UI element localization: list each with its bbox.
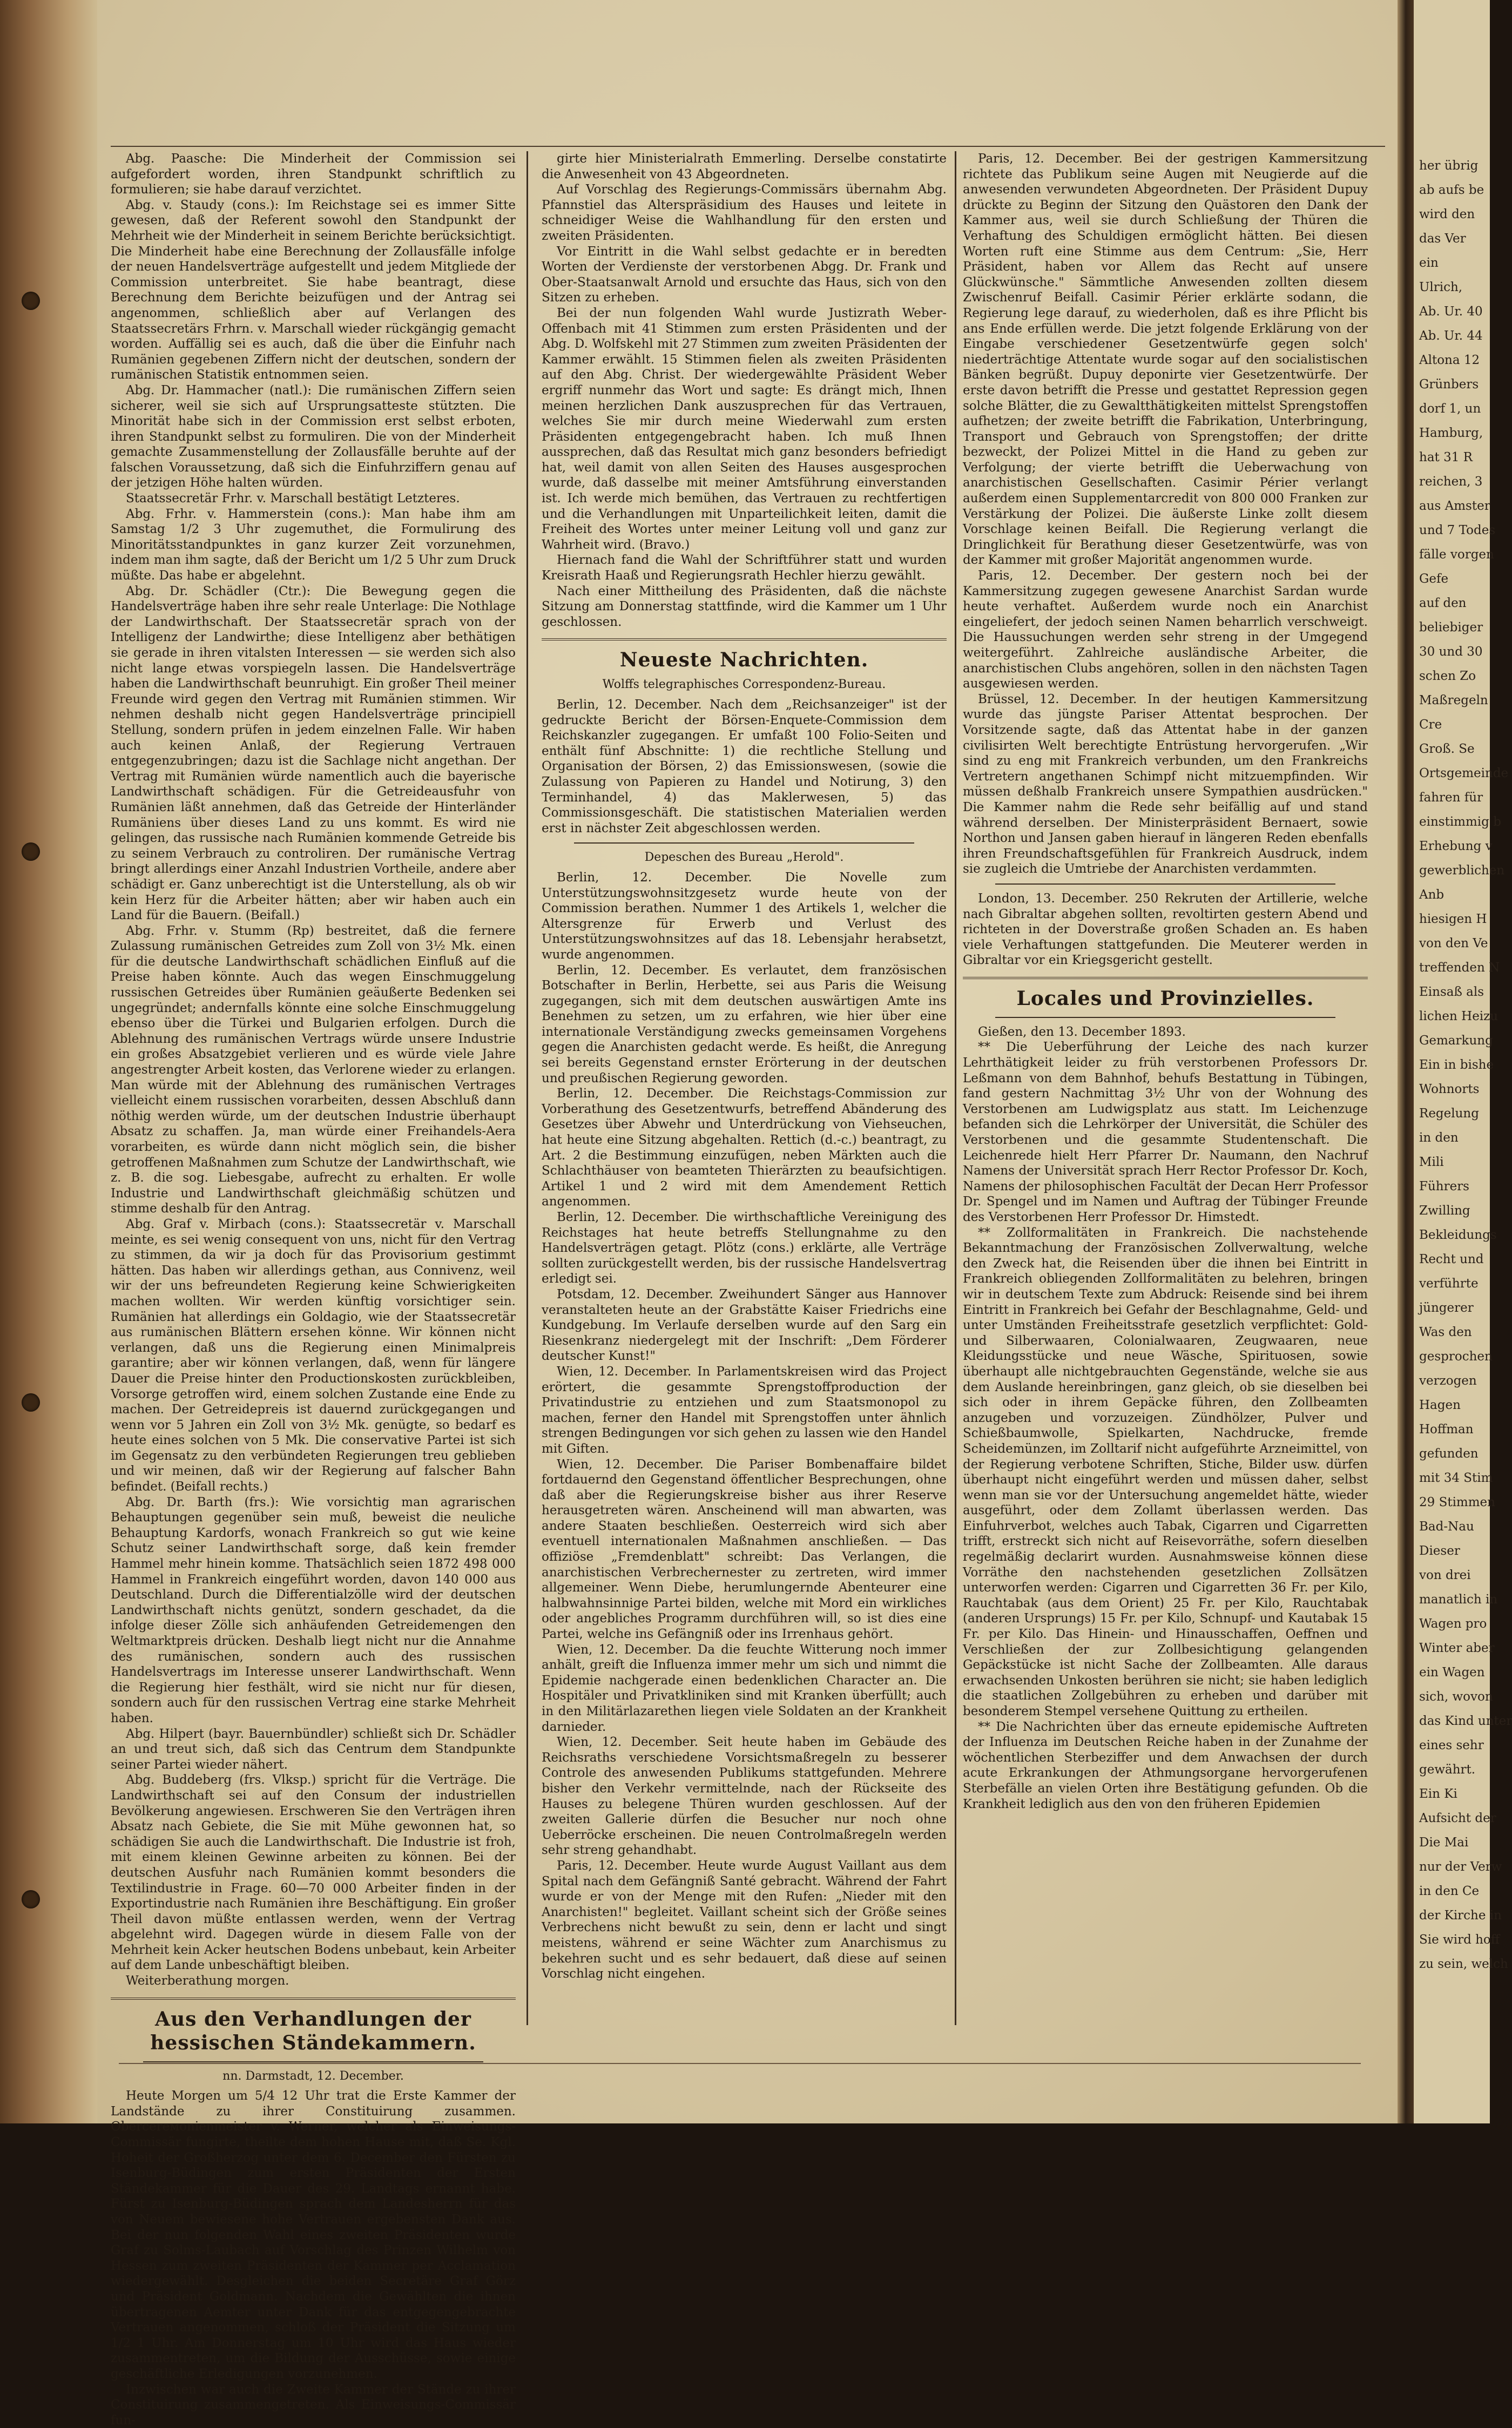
adjacent-page-text: aus Amster <box>1419 499 1490 513</box>
article-paragraph: Staatssecretär Frhr. v. Marschall bestätigt Letzteres. <box>126 491 460 506</box>
adjacent-page-text: hiesigen H <box>1419 912 1487 926</box>
adjacent-page-text: sich, wovon <box>1419 1690 1493 1704</box>
adjacent-page-text: Ortsgemeinde <box>1419 766 1509 780</box>
article-paragraph: Berlin, 12. December. Die Reichstags-Commission zur Vorberathung des Gesetzentwurfs, betreffend Abänderung des Gesetzes über Abwehr und Unterdrückung von Viehseuchen, hat heute eine Sitzung abgehalten. Rettich (d.-c.) beantragt, zu Art. 2 die Bestimmung einzufügen, neben Märkten auch die Schlachthäuser von beamteten Thierärzten zu beaufsichtigen. Artikel 1 und 2 wird mit dem Amendement Rettich angenommen. <box>542 1087 947 1209</box>
adjacent-page-text: Maßregeln <box>1419 693 1488 707</box>
adjacent-page-text: Dieser <box>1419 1544 1460 1558</box>
adjacent-page-text: Ab. Ur. 44 <box>1419 329 1483 343</box>
article-paragraph: Abg. Dr. Hammacher (natl.): Die rumänischen Ziffern seien sicherer, weil sie sich auf Ursprungsatteste stützten. Die Minorität habe sich in der Commission erst selbst erboten, ihren Standpunkt selbst zu formuliren. Die von der Minderheit gemachte Zusammenstellung der Zollausfälle beruhte auf der falschen Voraussetzung, daß sich die Einfuhrziffern genau auf der jetzigen Höhe halten würden. <box>111 383 516 490</box>
adjacent-page-text: gesprochen <box>1419 1350 1493 1364</box>
article-paragraph: Abg. Dr. Schädler (Ctr.): Die Bewegung gegen die Handelsverträge haben ihre sehr reale Unterlage: Die Nothlage der Landwirthschaft. Der Staatssecretär sprach von der Intelligenz der Landwirthe; diese Intelligenz aber bethätigen sie gerade in ihren vitalsten Interessen — sie werden sich also nicht lange etwas vorspiegeln lassen. Die Handelsverträge haben die Landwirthschaft beunruhigt. Ein großer Theil meiner Freunde wird gegen den Vertrag mit Rumänien stimmen. Wir nehmen deshalb nicht gegen Handelsverträge principiell Stellung, sondern prüfen in jedem einzelnen Falle. Wir haben auch keinen Anlaß, der Regierung Vertrauen entgegenzubringen; dazu ist die Sachlage nicht angethan. Der Vertrag mit Rumänien würde namentlich auch die bayerische Landwirthschaft schädigen. Für die Getreideausfuhr von Rumänien läßt annehmen, daß das Getreide der Hinterländer Rumäniens über dieses Land zu uns kommt. Es wird nie gelingen, das russische nach Rumänien kommende Getreide bis zu seinem Verbrauch zu controliren. Der rumänische Vertrag bringt allerdings einer Anzahl Industrien Vortheile, andere aber schädigt er. Ganz unberechtigt ist die Unterstellung, als ob wir kein Herz für die Arbeiter hätten; aber wir haben auch ein Land für die Bauern. (Beifall.) <box>111 584 516 923</box>
adjacent-page-edge <box>1414 0 1512 2123</box>
adjacent-page-text: fälle vorgen <box>1419 548 1494 562</box>
binding-hole <box>22 1890 40 1908</box>
adjacent-page-text: Ulrich, <box>1419 280 1463 294</box>
adjacent-page-text: einstimmig b <box>1419 815 1501 829</box>
adjacent-page-text: Ein in bishe <box>1419 1058 1494 1072</box>
adjacent-page-text: Grünbers <box>1419 377 1479 392</box>
article-paragraph: Abg. Frhr. v. Stumm (Rp) bestreitet, daß die fernere Zulassung rumänischen Getreides zum Zoll von 3½ Mk. einen für die deutsche Landwirthschaft schädlichen Einfluß auf die Preise haben könnte. Auch das wegen Einschmuggelung russischen Getreides über Rumänien geäußerte Bedenken sei ungegründet; andernfalls könnte eine solche Einschmuggelung ebenso über die Türkei und Bulgarien erfolgen. Durch die Ablehnung des rumänischen Vertrags würde unsere Industrie ein großes Absatzgebiet verlieren und es würde viele Jahre angestrengter Arbeit kosten, das Verlorene wieder zu erlangen. Man würde mit der Ablehnung des rumänischen Vertrages vielleicht einem russischen vorarbeiten, dessen Abschluß dann nöthig werden würde, um der deutschen Industrie überhaupt Absatz zu schaffen. Ja, man würde einer Freihandels-Aera vorarbeiten, es würde dann nicht möglich sein, die bisher getroffenen Maßnahmen zum Schutze der Landwirthschaft, wie z. B. die sog. Liebesgabe, aufrecht zu erhalten. Er wolle Industrie und Landwirthschaft gleichmäßig schützen und stimme deshalb für den Antrag. <box>111 923 516 1216</box>
adjacent-page-text: reichen, 3 <box>1419 475 1483 489</box>
article-paragraph: Berlin, 12. December. Es verlautet, dem französischen Botschafter in Berlin, Herbette, sei aus Paris die Weisung zugegangen, sich mit dem deutschen auswärtigen Amte ins Benehmen zu setzen, um zu erfahren, wie hier über eine internationale Verständigung zwecks gemeinsamen Vorgehens gegen die Anarchisten gedacht werde. Es heißt, die Anregung sei bereits Gegenstand ernster Erörterung in der deutschen und preußischen Regierung geworden. <box>542 963 947 1085</box>
adjacent-page-text: Anb <box>1419 888 1444 902</box>
dateline: nn. Darmstadt, 12. December. <box>222 2069 404 2083</box>
top-rule <box>111 146 1385 147</box>
article-paragraph: Abg. Graf v. Mirbach (cons.): Staatssecretär v. Marschall meinte, es sei wenig consequent von uns, nicht für den Vertrag zu stimmen, da wir ja doch für das Provisorium gestimmt hätten. Das haben wir allerdings gethan, aus Connivenz, weil wir der uns befreundeten Regierung keine Schwierigkeiten machen wollten. Wir werden künftig vorsichtiger sein. Rumänien hat allerdings ein Goldagio, wie der Staatssecretär aus rumänischen Blättern ersehen könne. Wir können nicht verlangen, daß uns die Regierung einen Minimalpreis garantire; aber wir können verlangen, daß, wenn für längere Dauer die Preise hinter den Productionskosten zurückbleiben, Vorsorge getroffen wird, einem solchen Zustande eine Ende zu machen. Der Getreidepreis ist dauernd zurückgegangen und wenn vor 5 Jahren ein Zoll von 3½ Mk. genügte, so bedarf es heute eines solchen von 5 Mk. Die conservative Partei ist sich im Gegensatz zu den verbündeten Regierungen treu geblieben und wir meinen, daß wir der Regierung auf falscher Bahn befindet. (Beifall rechts.) <box>111 1217 516 1494</box>
article-paragraph: Hiernach fand die Wahl der Schriftführer statt und wurden Kreisrath Haaß und Regierungsrath Hechler hierzu gewählt. <box>542 553 947 583</box>
adjacent-page-text: zu sein, welch <box>1419 1957 1508 1971</box>
article-paragraph: Abg. Hilpert (bayr. Bauernbündler) schließt sich Dr. Schädler an und treut sich, daß sich das Centrum dem Standpunkte seiner Partei wieder nähert. <box>111 1726 516 1772</box>
article-paragraph: Wien, 12. December. In Parlamentskreisen wird das Project erörtert, die gesammte Sprengstoffproduction der Privatindustrie zu entziehen und zum Staatsmonopol zu machen, ferner den Handel mit Sprengstoffen unter ähnlich strengen Bedingungen vor sich gehen zu lassen wie den Handel mit Giften. <box>542 1364 947 1456</box>
article-paragraph: ** Die Ueberführung der Leiche des nach kurzer Lehrthätigkeit leider zu früh verstorbenen Professors Dr. Leßmann von dem Bahnhof, behufs Bestattung in Tübingen, fand gestern Nachmittag 3½ Uhr von der Wohnung des Verstorbenen am Ludwigsplatz aus statt. Im Leichenzuge befanden sich die Lehrkörper der Universität, die Schüler des Verstorbenen und die gesammte Studentenschaft. Die Leichenrede hielt Herr Pfarrer Dr. Naumann, den Nachruf Namens der Universität sprach Herr Rector Professor Dr. Koch, Namens der philosophischen Facultät der Decan Herr Professor Dr. Spengel und im Namen und Auftrag der Tübinger Freunde des Verstorbenen Herr Professor Dr. Himstedt. <box>963 1040 1368 1224</box>
article-paragraph: Abg. Frhr. v. Hammerstein (cons.): Man habe ihm am Samstag 1/2 3 Uhr zugemuthet, die Formulirung des Minoritätsstandpunktes in ganz kurzer Zeit vorzunehmen, indem man ihm sagte, daß der Bericht um 1/2 5 Uhr zum Druck müßte. Das habe er abgelehnt. <box>111 507 516 583</box>
adjacent-page-text: Hamburg, <box>1419 426 1483 440</box>
adjacent-page-text: gewährt. <box>1419 1763 1476 1777</box>
adjacent-page-text: schen Zo <box>1419 669 1476 683</box>
section-subheading: Wolffs telegraphisches Correspondenz-Bureau. <box>602 678 886 692</box>
adjacent-page-text: fahren für <box>1419 791 1483 805</box>
adjacent-page-text: ein <box>1419 256 1439 270</box>
adjacent-page-text: eines sehr <box>1419 1738 1484 1752</box>
separator-rule <box>574 842 914 844</box>
book-spine <box>0 0 97 2123</box>
article-paragraph: Abg. Dr. Barth (frs.): Wie vorsichtig man agrarischen Behauptungen gegenüber sein muß, beweist die neuliche Behauptung Kardorfs, wonach Frankreich so gut wie keine Schutz seiner Landwirthschaft sorge, daß kein fremder Hammel mehr hinein komme. Thatsächlich seien 1872 498 000 Hammel in Frankreich eingeführt worden, davon 140 000 aus Deutschland. Durch die Differentialzölle wird der deutschen Landwirthschaft nichts genützt, sondern geschadet, da die infolge dieser Zölle sich anhäufenden Getreidemengen den Weltmarktpreis drücken. Deshalb liegt nicht nur die Annahme des rumänischen, sondern auch des russischen Handelsvertrags im Interesse unserer Landwirthschaft. Wenn die Regierung hier festhält, wird sie nicht nur für diesen, sondern auch für den russischen Vertrag eine starke Mehrheit haben. <box>111 1495 516 1725</box>
article-paragraph: ** Zollformalitäten in Frankreich. Die nachstehende Bekanntmachung der Französischen Zollverwaltung, welche den Zweck hat, die Reisenden über die ihnen bei Eintritt in Frankreich obliegenden Zollformalitäten zu belehren, bringen wir in deutschem Texte zum Abdruck: Reisende sind bei ihrem Eintritt in Frankreich bei Gefahr der Beschlagnahme, Geld- und unter Umständen Freiheitsstrafe gesetzlich verpflichtet: Gold- und Silberwaaren, Colonialwaaren, Zeugwaaren, neue Kleidungsstücke und neue Wäsche, Spirituosen, sowie überhaupt alle nichtgebrauchten Gegenstände, welche sie aus dem Auslande hereinbringen, ganz gleich, ob sie dieselben bei sich oder in ihrem Gepäcke führen, den Zollbeamten anzugeben und vorzuzeigen. Zündhölzer, Pulver und Schießbaumwolle, Spielkarten, Nachdrucke, fremde Scheidemünzen, im Zolltarif nicht aufgeführte Arzneimittel, von der Regierung verbotene Schriften, Stiche, Bilder usw. dürfen überhaupt nicht eingeführt werden und müssen daher, selbst wenn man sie vor der Untersuchung angemeldet hätte, wieder ausgeführt, oder dem Zollamt überlassen werden. Das Einfuhrverbot, welches auch Tabak, Cigarren und Cigarretten trifft, erstreckt sich nicht auf Reisevorräthe, sofern dieselben regelmäßig declarirt wurden. Ausnahmsweise können diese Vorräthe den nachstehenden gesetzlichen Zollsätzen unterworfen werden: Cigarren und Cigarretten 36 Fr. per Kilo, Rauchtabak (aus dem Orient) 25 Fr. per Kilo, Rauchtabak (anderen Ursprungs) 15 Fr. per Kilo, Schnupf- und Kautabak 15 Fr. per Kilo. Das Hinein- und Hinausschaffen, Oeffnen und Verschließen der zur Zollbesichtigung gelangenden Gepäckstücke ist nicht Sache der Zollbeamten. Alle daraus erwachsenden Unkosten berühren sie nicht; sie haben lediglich die staatlichen Zollgebühren zu erheben und darüber mit besonderem Stempel versehene Quittung zu ertheilen. <box>963 1225 1368 1718</box>
column-1 <box>111 151 516 2427</box>
adjacent-page-text: Mili <box>1419 1155 1444 1169</box>
article-paragraph: Wien, 12. December. Die Pariser Bombenaffaire bildet fortdauernd den Gegenstand öffentlicher Besprechungen, ohne daß aber die Regierungskreise bisher aus ihrer Reserve herausgetreten wären. Anscheinend will man abwarten, was andere Staaten beschließen. Oesterreich wird sich aber eventuell internationalen Maßnahmen anschließen. — Das offiziöse „Fremdenblatt" schreibt: Das Verlangen, die anarchistischen Verbrechernester zu zertreten, wird immer allgemeiner. Wenn Diebe, herumlungernde Abenteurer eine halbwahnsinnige Partei bilden, welche mit Mord ein wirkliches oder angebliches Programm durchführen will, so ist dies eine Partei, welche ins Gefängniß oder ins Irrenhaus gehört. <box>542 1457 947 1642</box>
article-paragraph: Bei der nun folgenden Wahl wurde Justizrath Weber-Offenbach mit 41 Stimmen zum ersten Präsidenten und der Abg. D. Wolfskehl mit 27 Stimmen zum zweiten Präsidenten der Kammer erwählt. 15 Stimmen fielen als zweiten Präsidenten auf den Abg. Christ. Der wiedergewählte Präsident Weber ergriff nunmehr das Wort und sagte: Es drängt mich, Ihnen meinen herzlichen Dank auszusprechen für das Vertrauen, welches Sie mir durch meine Wiederwahl zum ersten Präsidenten entgegengebracht haben. Ich muß Ihnen aussprechen, daß das Resultat mich ganz besonders befriedigt hat, weil damit von allen Seiten des Hauses ausgesprochen wurde, daß dasselbe mit meiner Amtsführung einverstanden ist. Ich werde mich bemühen, das Vertrauen zu rechtfertigen und die Verhandlungen mit Unparteilichkeit leiten, damit die Freiheit des Wortes unter meiner Leitung voll und ganz zur Wahrheit wird. (Bravo.) <box>542 306 947 552</box>
article-paragraph: Paris, 12. December. Heute wurde August Vaillant aus dem Spital nach dem Gefängniß Santé gebracht. Während der Fahrt wurde er von der Menge mit den Rufen: „Nieder mit den Anarchisten!" begleitet. Vaillant scheint sich der Größe seines Verbrechens nicht bewußt zu sein, denn er lacht und singt meistens, während er seine Wächter zum Anarchismus zu bekehren sucht und es sehr bedauert, daß diese auf seinen Vorschlag nicht eingehen. <box>542 1858 947 1981</box>
adjacent-page-text: Hoffman <box>1419 1422 1474 1436</box>
article-paragraph: ** Die Nachrichten über das erneute epidemische Auftreten der Influenza im Deutschen Reiche haben in der Zunahme der wöchentlichen Sterbeziffer und dem Anwachsen der durch acute Erkrankungen der Athmungsorgane hervorgerufenen Sterbefälle an vielen Orten ihre Bestätigung gefunden. Ob die Krankheit lediglich aus den von den früheren Epidemien <box>963 1719 1368 1811</box>
adjacent-page-text: Recht und <box>1419 1252 1484 1266</box>
adjacent-page-text: hat 31 R <box>1419 450 1473 464</box>
article-paragraph: Paris, 12. December. Der gestern noch bei der Kammersitzung zugegen gewesene Anarchist Sardan wurde heute verhaftet. Außerdem wurde noch ein Anarchist eingeliefert, der jedoch seinen Namen beharrlich verschweigt. Die Haussuchungen werden sehr streng in der Umgegend weitergeführt. Zahlreiche ausländische Arbeiter, die anarchistischen Clubs angehören, sollen in den nächsten Tagen ausgewiesen werden. <box>963 569 1368 691</box>
adjacent-page-text: wird den <box>1419 207 1475 221</box>
article-paragraph: Nach einer Mittheilung des Präsidenten, daß die nächste Sitzung am Donnerstag stattfinde, wird die Kammer um 1 Uhr geschlossen. <box>542 584 947 629</box>
page-footer <box>119 2063 1361 2095</box>
section-heading: Aus den Verhandlungen der hessischen Ständekammern. <box>150 2007 476 2054</box>
section-rule <box>111 1998 516 2000</box>
article-paragraph: Potsdam, 12. December. Zweihundert Sänger aus Hannover veranstalteten heute an der Grabstätte Kaiser Friedrichs eine Kundgebung. Im Verlaufe derselben wurde auf den Sarg ein Riesenkranz niedergelegt mit der Inschrift: „Dem Förderer deutscher Kunst!" <box>542 1287 947 1364</box>
adjacent-page-text: Einsaß als <box>1419 985 1484 999</box>
column-divider <box>955 151 956 2025</box>
column-divider <box>526 151 528 2025</box>
article-paragraph: Paris, 12. December. Bei der gestrigen Kammersitzung richtete das Publikum seine Augen mit Neugierde auf die anwesenden verwundeten Abgeordneten. Der Präsident Dupuy drückte zu Beginn der Sitzung den Quästoren den Dank der Kammer aus, weil sie durch Schließung der Thüren die Verhaftung des Schuldigen ermöglicht hätten. Bei diesen Worten ruft eine Stimme aus dem Centrum: „Sie, Herr Präsident, haben vor Allem das Recht auf unsere Glückwünsche." Sämmtliche Anwesenden zollten diesem Zwischenruf Beifall. Casimir Périer erklärte sodann, die Regierung lege darauf, zu wiederholen, daß es ihre Pflicht bis ans Ende erfüllen werde. Die jetzt folgende Erklärung von der Eingabe verschiedener Gesetzentwürfe gegen solch' niederträchtige Attentate wurde sogar auf den socialistischen Bänken begrüßt. Dupuy deponirte vier Gesetzentwürfe. Der erste davon betrifft die Presse und gestattet Repression gegen solche Blätter, die zu Gewaltthätigkeiten mittelst Sprengstoffen aufhetzen; der zweite betrifft die Fabrikation, Unterbringung, Transport und Gebrauch von Sprengstoffen; der dritte bezweckt, der Polizei Mittel in die Hand zu geben zur Verfolgung; der vierte betrifft die Ueberwachung von anarchistischen Gesellschaften. Casimir Périer verlangt außerdem einen Supplementarcredit von 800 000 Franken zur Verstärkung der Polizei. Die äußerste Linke zollt diesem Vorschlage keinen Beifall. Die Regierung verlangt die Dringlichkeit für Berathung dieser Gesetzentwürfe, was von der Kammer mit großer Majorität angenommen wurde. <box>963 152 1368 568</box>
binding-hole <box>22 1393 40 1412</box>
article-paragraph: Berlin, 12. December. Die wirthschaftliche Vereinigung des Reichstages hat heute betreffs Stellungnahme zu den Handelsverträgen getagt. Plötz (cons.) erklärte, alle Verträge sollten zurückgestellt werden, bis der russische Handelsvertrag erledigt sei. <box>542 1210 947 1286</box>
adjacent-page-text: Sie wird hoff <box>1419 1933 1500 1947</box>
article-paragraph: Heute Morgen um 5/4 12 Uhr trat die Erste Kammer der Landstände zu ihrer Constituirung zusammen. Obercerемonienmeister v. Werner, welcher als Einweisungs-Commissär fungirte, theilte dem hohen Hause mit, daß Se. Kgl. Hoheit der Großherzog unter dem 6. December den Fürsten zu Isenburg-Büdingen zum ersten Präsidenten der Ersten Ständekammer für die Dauer des 29. Landtags ernannt habe. Fürst zu Isenburg-Büdingen sprach dem Landesherrn für das von Neuem bewiesene hohe Vertrauen ergebensten Dank aus. Bei der nun folgenden Wahl eines zweiten Präsidenten wurde Graf zu Solms-Laubach auf Vorschlag des Prinzen Wilhelm von Hessen zum zweiten Präsidenten der Kammer per Acclamation wiedergewählt. Desgleichen die beiden Secretäre Graf Görz und Präsident Goldmann. Nachdem die Gewählten die ihnen übertragenen Aemter unter Dank für das entgegengebrachte Vertrauen angenommen, schloß der Präsident die Sitzung um 1/2 1 Uhr. Am Donnerstag um 10 Uhr wird das Haus wieder zusammentreten, um die Bildung der Ausschüsse, sowie einige geschäftliche Erledigungen vorzunehmen. <box>111 2089 516 2381</box>
adjacent-page-text: beliebiger <box>1419 621 1483 635</box>
adjacent-page-text: verführte <box>1419 1277 1479 1291</box>
adjacent-page-text: ein Wagen <box>1419 1665 1485 1680</box>
adjacent-page-text: Bad-Nau <box>1419 1520 1474 1534</box>
column-3 <box>963 151 1368 2021</box>
footer-rule <box>119 2063 1361 2064</box>
adjacent-page-text: Wagen pro <box>1419 1617 1487 1631</box>
adjacent-page-text: in den <box>1419 1131 1459 1145</box>
adjacent-page-text: Ein Ki <box>1419 1787 1457 1801</box>
adjacent-page-text: Cre <box>1419 718 1442 732</box>
adjacent-page-text: lichen Heizu <box>1419 1009 1498 1023</box>
column-2 <box>542 151 947 2021</box>
adjacent-page-text: Führers <box>1419 1179 1469 1193</box>
article-paragraph: Berlin, 12. December. Nach dem „Reichsanzeiger" ist der gedruckte Bericht der Börsen-Enquete-Commission dem Reichskanzler zugegangen. Er umfaßt 100 Folio-Seiten und enthält fünf Abschnitte: 1) die rechtliche Stellung und Organisation der Börsen, 2) das Emissionswesen, (sowie die Zulassung von Papieren zu Handel und Notirung, 3) den Terminhandel, 4) das Maklerwesen, 5) das Commissionsgeschäft. Die statistischen Materialien werden erst in nächster Zeit abgeschlossen werden. <box>542 698 947 835</box>
adjacent-page-text: das Kind unter <box>1419 1714 1512 1728</box>
section-rule <box>963 977 1368 979</box>
adjacent-page-text: in den Ce <box>1419 1884 1480 1898</box>
adjacent-page-text: 30 und 30 <box>1419 645 1483 659</box>
adjacent-page-text: verzogen <box>1419 1374 1477 1388</box>
article-paragraph: Brüssel, 12. December. In der heutigen Kammersitzung wurde das jüngste Pariser Attentat besprochen. Der Vorsitzende sagte, daß das Attentat habe in der ganzen civilisirten Welt berechtigte Entrüstung hervorgerufen. „Wir sind zu eng mit Frankreich verbunden, um den Frankreichs Vertretern angethanen Schimpf nicht mitzuempfinden. Wir müssen deßhalb Frankreich unsere Sympathien ausdrücken." Die Kammer nahm die Rede sehr beifällig auf und stand während derselben. Der Ministerpräsident Bernaert, sowie Northon und Jansen gaben hierauf in längeren Reden ebenfalls ihren Freundschaftsgefühlen für Frankreich Ausdruck, indem sie zugleich die Umtriebe der Anarchisten verdammten. <box>963 692 1368 876</box>
adjacent-page-text: der Kirche in <box>1419 1908 1502 1923</box>
adjacent-page-text: Winter aber <box>1419 1641 1495 1655</box>
article-paragraph: Wien, 12. December. Seit heute haben im Gebäude des Reichsraths verschiedene Vorsichtsmaßregeln zu besserer Controle des anwesenden Publikums stattgefunden. Mehrere bisher den Verkehr vermittelnde, nach der Rückseite des Hauses zu belegene Thüren wurden geschlossen. Auf der zweiten Gallerie dürfen die Besucher nur noch ohne Ueberröcke erscheinen. Die neuen Controlmaßregeln werden sehr streng gehandhabt. <box>542 1735 947 1858</box>
adjacent-page-text: ab aufs be <box>1419 183 1484 197</box>
section-rule <box>542 638 947 640</box>
adjacent-page-text: her übrig <box>1419 159 1479 173</box>
adjacent-page-text: Die Mai <box>1419 1836 1469 1850</box>
article-paragraph: Gießen, den 13. December 1893. <box>978 1024 1186 1039</box>
article-paragraph: Abg. Buddeberg (frs. Vlksp.) spricht für die Verträge. Die Landwirthschaft sei auf den Consum der industriellen Bevölkerung angewiesen. Erschweren Sie den Verträgen ihren Absatz nach Gebiete, die Sie mit Mühe gewonnen hat, so schädigen Sie auch die Landwirthschaft. Die Industrie ist froh, mit einem kleinen Gewinne arbeiten zu können. Bei der deutschen Ausfuhr nach Rumänien kommt besonders die Textilindustrie in Frage. 60—70 000 Arbeiter finden in der Exportindustrie nach Rumänien ihre Beschäftigung. Ein großer Theil davon müßte entlassen werden, wenn der Vertrag abgelehnt wird. Dagegen würde in diesem Falle von der Mehrheit kein Acker heutschen Bodens unbebaut, kein Arbeiter auf dem Lande unbeschäftigt bleiben. <box>111 1773 516 1973</box>
separator-rule <box>995 883 1335 885</box>
adjacent-page-text: manatlich in <box>1419 1593 1498 1607</box>
binding-hole <box>22 292 40 310</box>
adjacent-page-text: Wohnorts <box>1419 1082 1480 1096</box>
adjacent-page-text: gefunden <box>1419 1447 1479 1461</box>
article-paragraph: Wien, 12. December. Da die feuchte Witterung noch immer anhält, greift die Influenza immer mehr um sich und nimmt die Epidemie nachgerade einen bedenklichen Character an. Die Hospitäler und Privatkliniken sind mit Kranken überfüllt; auch in den Militärlazarethen liegen viele Soldaten an der Krankheit darnieder. <box>542 1642 947 1734</box>
article-paragraph: Auf Vorschlag des Regierungs-Commissärs übernahm Abg. Pfannstiel das Alterspräsidium des Hauses und leitete in schneidiger Weise die Wahlhandlung für den ersten und zweiten Präsidenten. <box>542 183 947 243</box>
section-heading: Neueste Nachrichten. <box>619 649 869 672</box>
adjacent-page-text: das Ver <box>1419 232 1466 246</box>
article-paragraph: Vor Eintritt in die Wahl selbst gedachte er in beredten Worten der Verdienste der verstorbenen Abgg. Dr. Frank und Ober-Staatsanwalt Arnold und ersuchte das Haus, sich von den Sitzen zu erheben. <box>542 244 947 305</box>
adjacent-page-text: Hagen <box>1419 1398 1461 1412</box>
adjacent-page-text: von den Ve <box>1419 936 1488 950</box>
adjacent-page-text: Regelung <box>1419 1107 1479 1121</box>
adjacent-page-text: jüngerer <box>1419 1301 1474 1315</box>
binding-hole <box>22 842 40 861</box>
article-paragraph: girte hier Ministerialrath Emmerling. Derselbe constatirte die Anwesenheit von 43 Abgeordneten. <box>542 152 947 181</box>
adjacent-page-text: Gemarkung <box>1419 1034 1493 1048</box>
article-paragraph: Berlin, 12. December. Die Novelle zum Unterstützungswohnsitzgesetz wurde heute von der Commission berathen. Nummer 1 des Artikels 1, welcher die Altersgrenze für Erwerb und Verlust des Unterstützungswohnsitzes auf das 18. Lebensjahr herabsetzt, wurde angenommen. <box>542 870 947 962</box>
adjacent-page-text: Aufsicht der <box>1419 1811 1496 1825</box>
heading-rule <box>995 1017 1335 1018</box>
adjacent-page-text: von drei <box>1419 1568 1471 1582</box>
adjacent-page-text: Ab. Ur. 40 <box>1419 305 1483 319</box>
adjacent-page-text: nur der Verw <box>1419 1860 1502 1874</box>
article-paragraph: Abg. Paasche: Die Minderheit der Commission sei aufgefordert worden, ihren Standpunkt schriftlich zu formulieren; sie habe darauf verzichtet. <box>111 152 516 197</box>
adjacent-page-text: auf den <box>1419 596 1467 610</box>
adjacent-page-text: Gefe <box>1419 572 1449 586</box>
adjacent-page-text: mit 34 Stim <box>1419 1471 1493 1485</box>
adjacent-page-text: Was den <box>1419 1325 1472 1339</box>
page-gutter <box>1398 0 1414 2123</box>
adjacent-page-text: Bekleidungs <box>1419 1228 1497 1242</box>
adjacent-page-text: 29 Stimmen <box>1419 1495 1495 1509</box>
adjacent-page-text: Zwilling <box>1419 1204 1470 1218</box>
adjacent-page-text: Altona 12 <box>1419 353 1480 367</box>
adjacent-page-text: Groß. Se <box>1419 742 1475 756</box>
article-paragraph: Abg. v. Staudy (cons.): Im Reichstage sei es immer Sitte gewesen, daß der Referent sowohl den Standpunkt der Mehrheit wie der Minderheit in seinem Berichte berücksichtigt. Die Minderheit habe eine Berechnung der Zollausfälle infolge der neuen Handelsverträge aufgestellt und jedem Mitgliede der Commission unterbreitet. Sie habe beantragt, diese Berechnung dem Berichte beizufügen und der Antrag sei angenommen, schließlich aber auf Verlangen des Staatssecretärs Frhrn. v. Marschall wieder rückgängig gemacht worden. Auffällig sei es auch, daß die über die Einfuhr nach Rumänien gegebenen Ziffern nicht der deutschen, sondern der rumänischen Statistik entnommen seien. <box>111 198 516 382</box>
section-subheading: Depeschen des Bureau „Herold". <box>644 851 844 865</box>
article-paragraph: Inzwischen war auch die Zweite Kammer der Stände zu ihrer Constituirung zusammengetreten. Als Einweisungs-Commissär fun- <box>111 2382 516 2427</box>
adjacent-page-text: treffenden N <box>1419 961 1500 975</box>
article-paragraph: London, 13. December. 250 Rekruten der Artillerie, welche nach Gibraltar abgehen sollten, revoltirten gestern Abend und richteten in der Doverstraße großen Schaden an. Es haben viele Verhaftungen stattgefunden. Die Meuterer werden in Gibraltar vor ein Kriegsgericht gestellt. <box>963 891 1368 968</box>
adjacent-page-text: Erhebung v <box>1419 839 1493 853</box>
section-heading: Locales und Provinzielles. <box>1016 987 1314 1010</box>
adjacent-page-text: gewerblichen <box>1419 864 1505 878</box>
adjacent-page-text: dorf 1, un <box>1419 402 1481 416</box>
adjacent-page-text: und 7 Todes <box>1419 523 1496 537</box>
heading-rule <box>143 2061 483 2062</box>
article-paragraph: Weiterberathung morgen. <box>126 1974 289 1988</box>
